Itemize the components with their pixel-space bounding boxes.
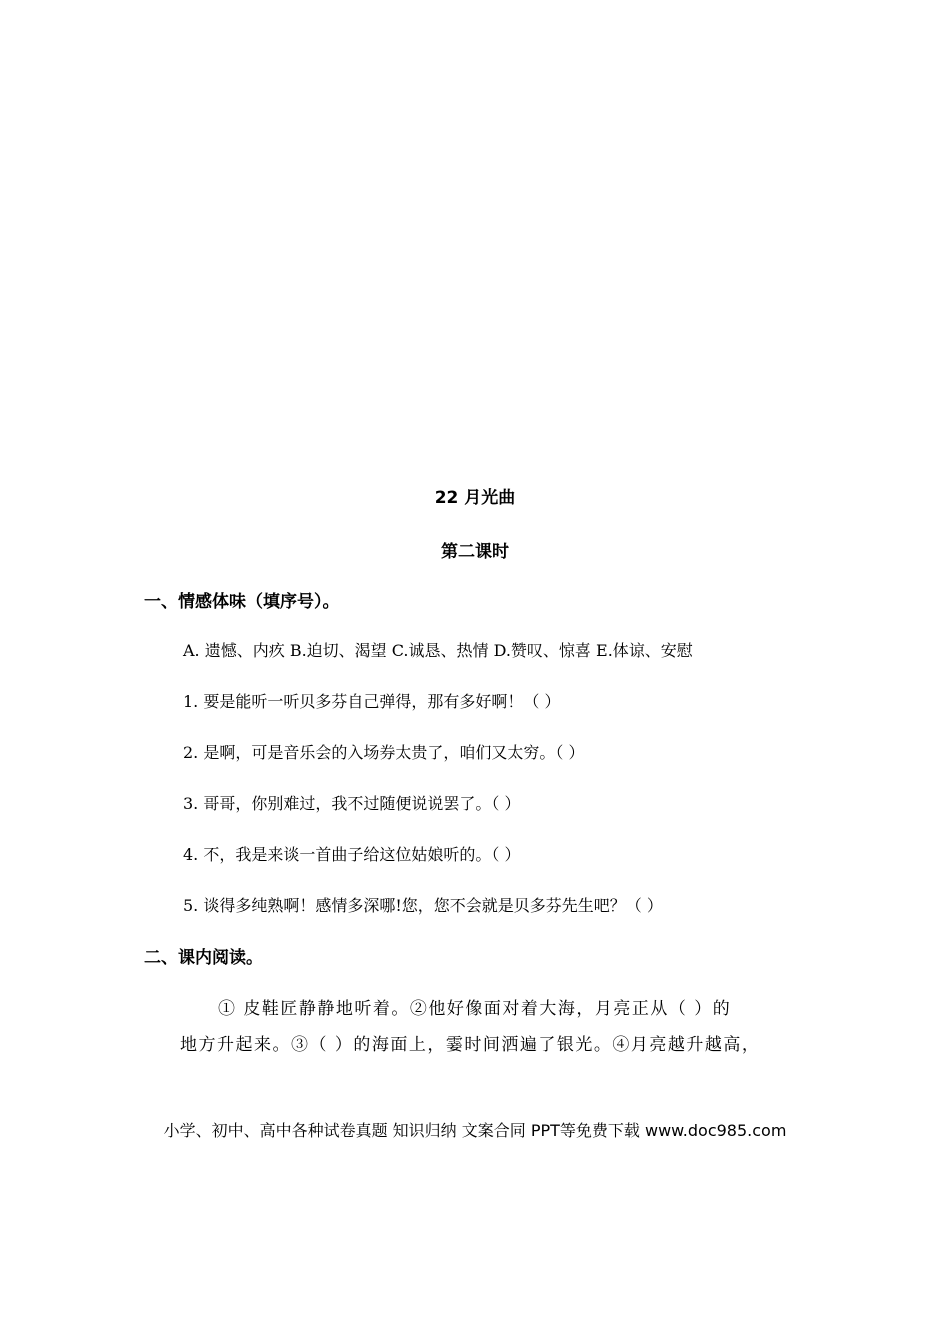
answer-options: A. 遗憾、内疚 B.迫切、渴望 C.诚恳、热情 D.赞叹、惊喜 E.体谅、安慰 <box>183 641 693 660</box>
footer-text: 小学、初中、高中各种试卷真题 知识归纳 文案合同 PPT等免费下载 www.doc985.com <box>163 1121 787 1140</box>
section-heading-1: 一、情感体味（填序号）。 <box>144 592 340 612</box>
question-item: 3. 哥哥，你别难过，我不过随便说说罢了。（ ） <box>183 794 521 813</box>
document-title: 22 月光曲 <box>434 488 516 508</box>
question-item: 5. 谈得多纯熟啊！感情多深哪!您，您不会就是贝多芬先生吧？（ ） <box>183 896 663 915</box>
passage-line: 地方升起来。③（ ）的海面上，霎时间洒遍了银光。④月亮越升越高， <box>180 1035 761 1055</box>
question-item: 2. 是啊，可是音乐会的入场券太贵了，咱们又太穷。（ ） <box>183 743 585 762</box>
section-heading-2: 二、课内阅读。 <box>144 948 263 968</box>
document-subtitle: 第二课时 <box>441 542 509 562</box>
question-item: 1. 要是能听一听贝多芬自己弹得，那有多好啊！（ ） <box>183 692 561 711</box>
question-item: 4. 不，我是来谈一首曲子给这位姑娘听的。（ ） <box>183 845 521 864</box>
passage-line: ① 皮鞋匠静静地听着。②他好像面对着大海，月亮正从（ ）的 <box>218 999 732 1019</box>
